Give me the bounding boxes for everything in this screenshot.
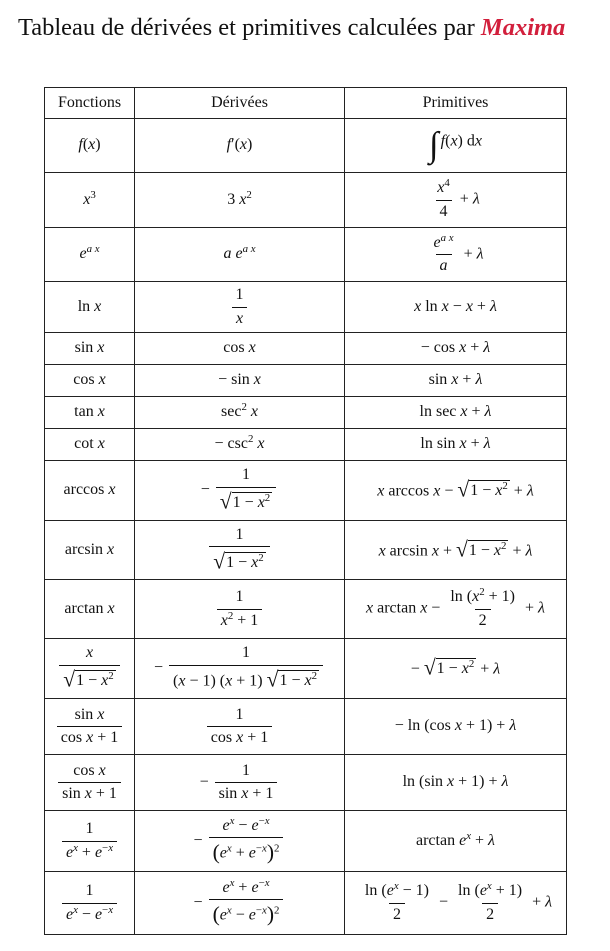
derivative-cell: − $\frac{e^x + e^{-x}}{(e^x - e^{-x})^2}$ xyxy=(135,872,345,935)
derivative-cell: cos x xyxy=(135,333,345,365)
derivative-cell: f′(x) xyxy=(135,119,345,173)
table-row xyxy=(45,811,567,872)
function-cell: $e^{a x}$ xyxy=(45,228,135,282)
integral-sign: ∫ xyxy=(429,125,439,165)
primitive-cell: $\arctan e^x + \lambda$ xyxy=(345,811,567,872)
derivative-cell: $\frac{1}{x^2 + 1}$ xyxy=(135,580,345,639)
header-row xyxy=(45,88,567,119)
function-cell: $\frac{1}{e^x - e^{-x}}$ xyxy=(45,872,135,935)
primitive-cell: ∫ f(x) dx xyxy=(345,119,567,173)
header-primitives: Primitives xyxy=(345,88,567,119)
derivative-cell: − $\frac{1}{\text{sin x + 1}}$ xyxy=(135,755,345,811)
primitive-cell: ln sin x + λ xyxy=(345,429,567,461)
primitive-cell: $\frac{e^{a x}}{a}$ + λ xyxy=(345,228,567,282)
function-cell: $x^3$ xyxy=(45,173,135,228)
primitive-cell: sin x + λ xyxy=(345,365,567,397)
function-cell: sin x xyxy=(45,333,135,365)
derivative-cell: − sin x xyxy=(135,365,345,397)
function-cell: $\frac{\text{cos x}}{\text{sin x + 1}}$ xyxy=(45,755,135,811)
table-row xyxy=(45,397,567,429)
table-row xyxy=(45,580,567,639)
primitive-cell: x arctan x − $\frac{\ln (x^2 + 1)}{2}$ + λ xyxy=(345,580,567,639)
derivative-cell: − $\frac{1}{(x - 1) (x + 1) √1 - x^2}$ xyxy=(135,639,345,699)
primitive-cell: x ln x − x + λ xyxy=(345,282,567,333)
derivative-cell: 3 $x^2$ xyxy=(135,173,345,228)
derivative-cell: $\frac{1}{\text{cos x + 1}}$ xyxy=(135,699,345,755)
primitive-cell: x $\arcsin x + √1 - x^2 + \lambda$ xyxy=(345,521,567,580)
page-title xyxy=(18,14,603,42)
primitive-cell: − cos x + λ xyxy=(345,333,567,365)
function-cell: tan x xyxy=(45,397,135,429)
function-cell: ln x xyxy=(45,282,135,333)
primitive-cell: − ln (cos x + 1) + λ xyxy=(345,699,567,755)
table-row xyxy=(45,755,567,811)
table-row xyxy=(45,282,567,333)
primitive-cell: x $\arccos x - √1 - x^2 + \lambda$ xyxy=(345,461,567,521)
function-cell: arcsin x xyxy=(45,521,135,580)
primitive-cell: ln sec x + λ xyxy=(345,397,567,429)
table-row xyxy=(45,872,567,935)
derivatives-primitives-table xyxy=(44,87,567,935)
table-row xyxy=(45,333,567,365)
header-functions: Fonctions xyxy=(45,88,135,119)
primitive-cell: − $√1 - x^2 + \lambda$ xyxy=(345,639,567,699)
derivative-cell: − $\frac{1}{√1 - x^2}$ xyxy=(135,461,345,521)
function-cell: f(x) xyxy=(45,119,135,173)
function-cell: cot x xyxy=(45,429,135,461)
primitive-cell: $\frac{x^4}{4}$ + λ xyxy=(345,173,567,228)
function-cell: arctan x xyxy=(45,580,135,639)
table-row xyxy=(45,429,567,461)
function-cell: cos x xyxy=(45,365,135,397)
function-cell: arccos x xyxy=(45,461,135,521)
table-row xyxy=(45,461,567,521)
table-row xyxy=(45,639,567,699)
derivative-cell: $\frac{1}{√1 - x^2}$ xyxy=(135,521,345,580)
derivative-cell: − $\frac{e^x - e^{-x}}{(e^x + e^{-x})^2}$ xyxy=(135,811,345,872)
function-cell: $\frac{x}{√1 - x^2}$ xyxy=(45,639,135,699)
function-cell: $\frac{1}{e^x + e^{-x}}$ xyxy=(45,811,135,872)
function-cell: $\frac{\text{sin x}}{\text{cos x + 1}}$ xyxy=(45,699,135,755)
derivative-cell: − $\csc^2 x$ xyxy=(135,429,345,461)
primitive-cell: $\frac{\ln (e^x - 1)}{2}$ − $\frac{\ln (e^x + 1)}{2}$ + λ xyxy=(345,872,567,935)
table-row xyxy=(45,119,567,173)
primitive-cell: ln (sin x + 1) + λ xyxy=(345,755,567,811)
table-row xyxy=(45,521,567,580)
derivative-cell: $\frac{1}{x}$ xyxy=(135,282,345,333)
derivative-cell: $\sec^2 x$ xyxy=(135,397,345,429)
derivative-cell: a $e^{a x}$ xyxy=(135,228,345,282)
table-row xyxy=(45,173,567,228)
maxima-brand: Maxima xyxy=(480,14,566,41)
table-row xyxy=(45,365,567,397)
header-derivatives: Dérivées xyxy=(135,88,345,119)
table-row xyxy=(45,699,567,755)
title-text: Tableau de dérivées et primitives calculées par xyxy=(18,14,475,41)
table-row xyxy=(45,228,567,282)
